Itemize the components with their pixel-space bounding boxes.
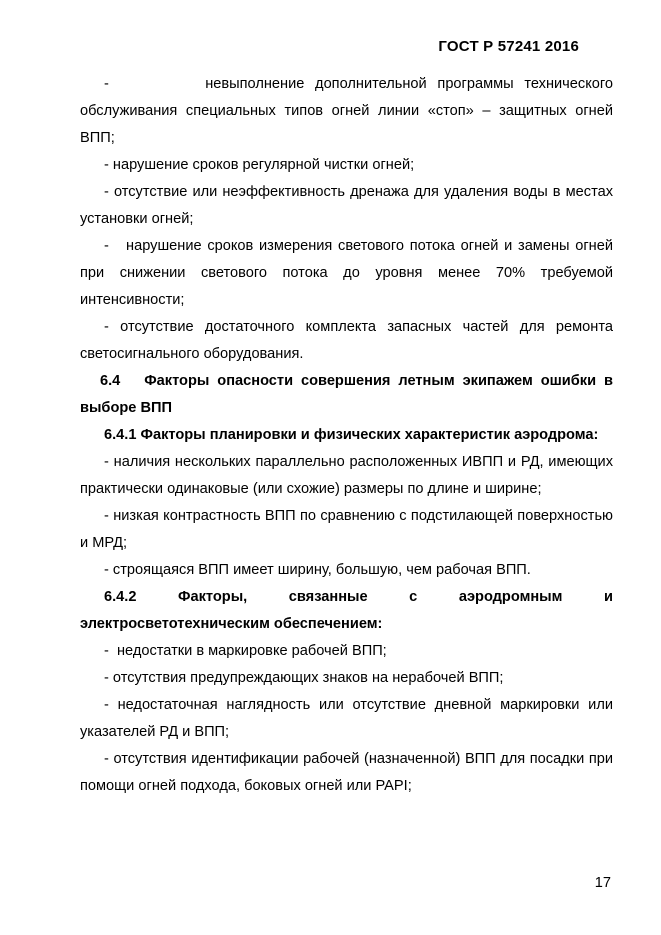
list-item: - нарушение сроков регулярной чистки огней; <box>104 157 415 173</box>
page-body <box>80 71 613 800</box>
section-heading-6-4-1: 6.4.1 Факторы планировки и физических характеристик аэродрома: <box>104 427 599 443</box>
page-number: 17 <box>594 875 611 891</box>
list-item: - низкая контрастность ВПП по сравнению с подстилающей поверхностью и МРД; <box>80 508 613 551</box>
list-item: - невыполнение дополнительной программы технического обслуживания специальных типов огней линии «стоп» – защитных огней ВПП; <box>80 76 613 146</box>
document-code: ГОСТ Р 57241 2016 <box>438 38 579 55</box>
list-item: - отсутствие достаточного комплекта запасных частей для ремонта светосигнального оборудования. <box>80 319 613 362</box>
list-item: - нарушение сроков измерения светового потока огней и замены огней при снижении светового потока до уровня менее 70% требуемой интенсивности; <box>80 238 613 308</box>
section-heading-6-4-2: 6.4.2 Факторы, связанные с аэродромным и электросветотехническим обеспечением: <box>80 589 613 632</box>
list-item: - отсутствие или неэффективность дренажа для удаления воды в местах установки огней; <box>80 184 613 227</box>
list-item: - недостатки в маркировке рабочей ВПП; <box>104 643 387 659</box>
list-item: - недостаточная наглядность или отсутствие дневной маркировки или указателей РД и ВПП; <box>80 697 613 740</box>
section-heading-6-4: 6.4 Факторы опасности совершения летным экипажем ошибки в выборе ВПП <box>80 373 613 416</box>
list-item: - отсутствия идентификации рабочей (назначенной) ВПП для посадки при помощи огней подхода, боковых огней или PAPI; <box>80 751 613 794</box>
list-item: - строящаяся ВПП имеет ширину, большую, чем рабочая ВПП. <box>104 562 531 578</box>
list-item: - отсутствия предупреждающих знаков на нерабочей ВПП; <box>104 670 504 686</box>
list-item: - наличия нескольких параллельно расположенных ИВПП и РД, имеющих практически одинаковые (или схожие) размеры по длине и ширине; <box>80 454 613 497</box>
